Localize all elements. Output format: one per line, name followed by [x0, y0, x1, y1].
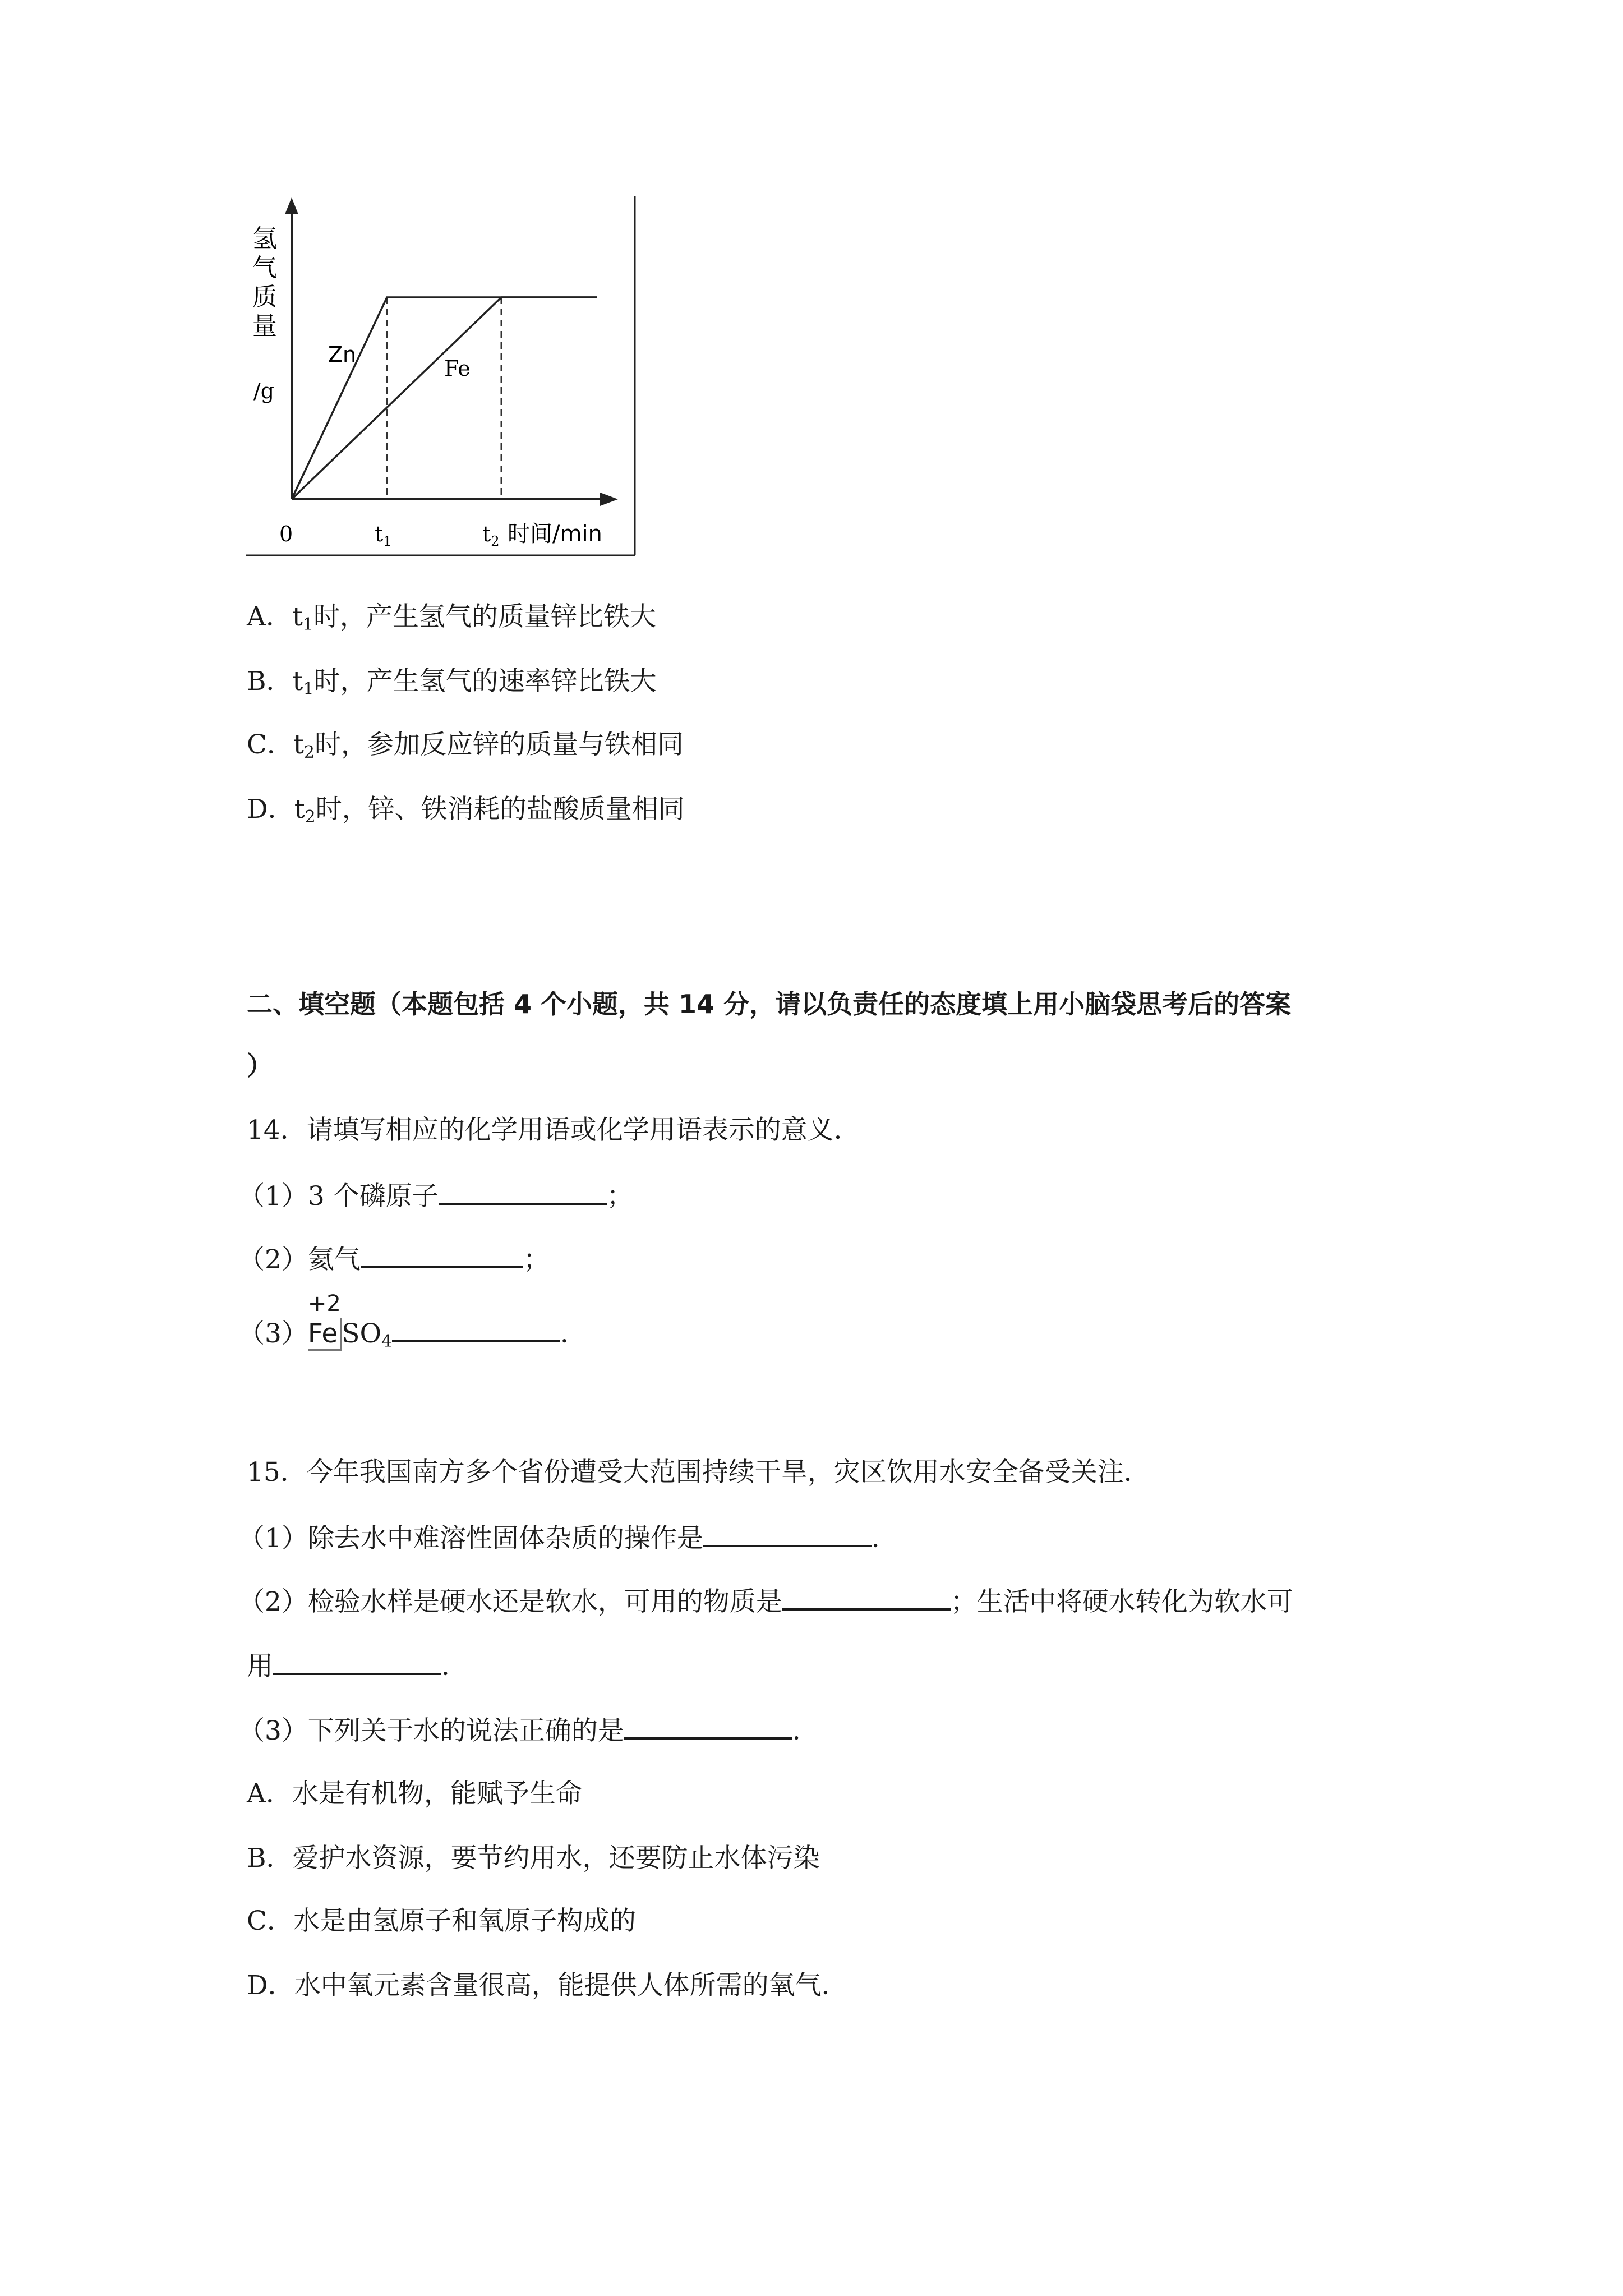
x-axis-label: 时间/min [508, 521, 602, 547]
q13-option-a [247, 600, 656, 634]
q15-part2-cont [247, 1648, 468, 1683]
q15-option-b [247, 1842, 820, 1875]
option-t-sub: 1 [302, 615, 313, 634]
q14-answer-blank-2[interactable] [361, 1241, 523, 1268]
option-letter: C． [247, 729, 293, 760]
q15-part2 [238, 1584, 1293, 1619]
valence-notation [307, 1291, 342, 1351]
tick-label-t2: $t_2$ [482, 522, 500, 549]
q15-part2-label: （2）检验水样是硬水还是软水，可用的物质是 [238, 1586, 782, 1617]
x-axis-arrow [600, 493, 618, 506]
q13-option-c [247, 728, 684, 762]
q14-part1-label: （1）3 个磷原子 [238, 1181, 439, 1212]
q14-answer-blank-1[interactable] [439, 1178, 607, 1205]
origin-label: 0 [279, 522, 293, 546]
option-letter: D． [247, 794, 294, 825]
option-t: t [292, 601, 303, 632]
y-axis-arrow [285, 197, 298, 214]
y-label-char-4: 量 [252, 312, 277, 341]
valence-element: Fe [308, 1318, 342, 1351]
formula-radical: SO [342, 1318, 382, 1349]
option-letter: B． [247, 1843, 293, 1874]
y-unit-label: /g [253, 379, 275, 403]
q14-part3-label: （3） [238, 1318, 308, 1349]
option-t: t [294, 794, 305, 825]
q15-option-c [247, 1904, 636, 1938]
series-line-fe [292, 297, 597, 499]
q15-answer-blank-4[interactable] [624, 1713, 792, 1740]
q15-option-d [247, 1969, 848, 2003]
series-line-zn [292, 297, 597, 499]
q14-part3 [238, 1291, 587, 1351]
q15-part2-cont-label: 用 [247, 1651, 273, 1682]
q14-part2-end: ； [523, 1244, 550, 1275]
option-t: t [293, 729, 304, 760]
y-label-char-3: 质 [252, 283, 277, 311]
valence-charge: +2 [307, 1291, 341, 1317]
q15-option-a [247, 1777, 582, 1811]
option-text: 水是有机物，能赋予生命 [292, 1778, 582, 1809]
option-text: 水中氧元素含量很高，能提供人体所需的氧气． [294, 1970, 848, 2001]
option-text: 时，产生氢气的质量锌比铁大 [313, 601, 656, 632]
y-label-char-1: 氢 [252, 224, 277, 253]
q15-answer-blank-1[interactable] [703, 1520, 872, 1547]
section-heading-cont: ） [247, 1051, 273, 1081]
q15-answer-blank-2[interactable] [782, 1584, 951, 1611]
q13-option-d [247, 793, 685, 826]
q14-part3-end: ． [560, 1318, 587, 1349]
option-t: t [292, 666, 303, 697]
option-letter: A． [247, 601, 292, 632]
q14-answer-blank-3[interactable] [392, 1315, 560, 1342]
q15-part1-end: ． [871, 1523, 898, 1554]
q15-part1 [238, 1520, 898, 1556]
q14-part1 [238, 1178, 633, 1213]
q14-stem: 14．请填写相应的化学用语或化学用语表示的意义． [247, 1115, 860, 1145]
q15-part1-label: （1）除去水中难溶性固体杂质的操作是 [238, 1523, 703, 1554]
option-text: 水是由氢原子和氧原子构成的 [293, 1906, 636, 1936]
q15-part3 [238, 1713, 819, 1748]
tick-label-t1: $t_1$ [375, 522, 392, 549]
option-letter: A． [247, 1778, 292, 1809]
section-heading: 二、填空题（本题包括 4 个小题，共 14 分，请以负责任的态度填上用小脑袋思考后的答案 [247, 989, 1292, 1019]
option-letter: B． [247, 666, 293, 697]
option-t-sub: 2 [305, 807, 316, 827]
option-text: 时，参加反应锌的质量与铁相同 [314, 729, 684, 760]
option-text: 时，产生氢气的速率锌比铁大 [313, 666, 657, 697]
series-label-zn: Zn [328, 342, 357, 367]
q15-stem: 15．今年我国南方多个省份遭受大范围持续干旱，灾区饮用水安全备受关注． [247, 1457, 1150, 1488]
formula-sub: 4 [381, 1332, 393, 1351]
q15-part2-end: ． [441, 1651, 468, 1682]
series-label-fe: Fe [444, 356, 471, 381]
q14-part2 [238, 1241, 550, 1277]
option-t-sub: 2 [303, 743, 315, 762]
option-letter: D． [247, 1970, 294, 2001]
option-text: 时，锌、铁消耗的盐酸质量相同 [315, 794, 685, 825]
q15-part2-mid: ；生活中将硬水转化为软水可 [950, 1586, 1293, 1617]
q15-part3-end: ． [792, 1715, 819, 1746]
q14-part1-end: ； [606, 1181, 633, 1212]
y-label-char-2: 气 [252, 254, 277, 282]
hydrogen-mass-chart [241, 191, 645, 561]
q15-part3-label: （3）下列关于水的说法正确的是 [238, 1715, 624, 1746]
q15-answer-blank-3[interactable] [273, 1648, 441, 1675]
q14-part2-label: （2）氦气 [238, 1244, 361, 1275]
option-t-sub: 1 [303, 679, 314, 699]
q13-option-b [247, 665, 657, 698]
option-text: 爱护水资源，要节约用水，还要防止水体污染 [292, 1843, 820, 1874]
option-letter: C． [247, 1906, 293, 1936]
